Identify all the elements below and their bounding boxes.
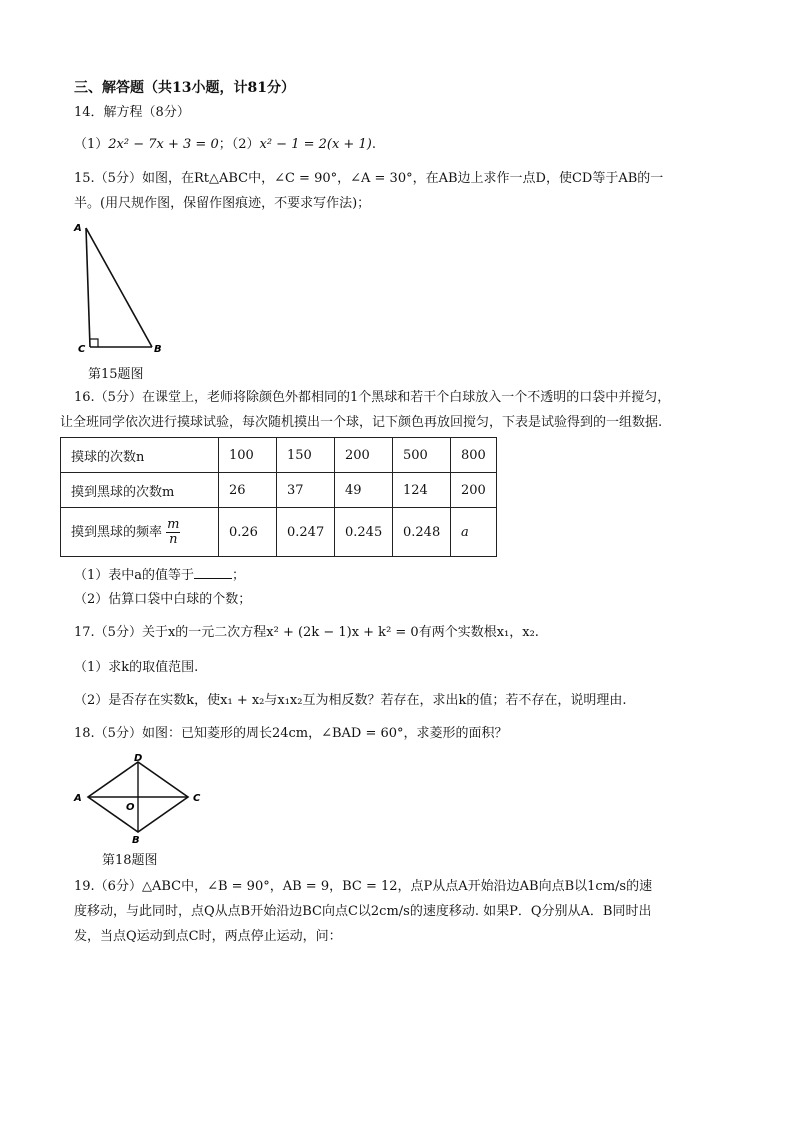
- q19-line1: 19.（6分）△ABC中，∠B = 90°，AB = 9，BC = 12，点P从点A开始沿边AB向点B以1cm/s的速: [74, 879, 653, 894]
- q18-label-b: B: [132, 835, 140, 846]
- q17-sub2: （2）是否存在实数k，使x₁ + x₂与x₁x₂互为相反数？若存在，求出k的值；若不存在，说明理由.: [74, 693, 627, 708]
- q18-rhombus-figure: [70, 752, 220, 847]
- q15-line1: 15.（5分）如图，在Rt△ABC中，∠C = 90°，∠A = 30°，在AB边上求作一点D，使CD等于AB的一: [74, 171, 664, 186]
- q15-triangle-figure: [70, 220, 180, 360]
- table-cell: a: [451, 508, 497, 557]
- row2-label: 摸到黑球的次数m: [71, 484, 175, 500]
- table-cell: 0.248: [393, 508, 451, 557]
- q17-sub1: （1）求k的取值范围.: [74, 660, 199, 675]
- q18-line1: 18.（5分）如图：已知菱形的周长24cm，∠BAD = 60°，求菱形的面积？: [74, 726, 508, 741]
- q18-label-c: C: [193, 793, 201, 804]
- fraction-numerator: m: [167, 516, 180, 532]
- table-cell: [61, 508, 219, 557]
- table-row: [61, 438, 497, 473]
- q15-label-a: A: [74, 223, 82, 234]
- q15-line2: 半。(用尺规作图，保留作图痕迹，不要求写作法)；: [74, 196, 371, 211]
- table-cell: 0.247: [277, 508, 335, 557]
- table-row: [61, 508, 497, 557]
- q17-line1: 17.（5分）关于x的一元二次方程x² + (2k − 1)x + k² = 0有两个实数根x₁，x₂.: [74, 625, 539, 640]
- table-cell: 200: [451, 473, 497, 508]
- table-cell: 0.245: [335, 508, 393, 557]
- section-title: 三、解答题（共13小题，计81分）: [74, 80, 295, 96]
- table-cell: 0.26: [219, 508, 277, 557]
- q16-data-table: [60, 437, 497, 557]
- q14-equations: [74, 136, 376, 154]
- q15-right-angle-mark: [90, 339, 98, 347]
- table-cell: 49: [335, 473, 393, 508]
- table-cell: 124: [393, 473, 451, 508]
- table-cell: 200: [335, 438, 393, 473]
- q14-end: .: [371, 137, 376, 152]
- q16-line2: 让全班同学依次进行摸球试验，每次随机摸出一个球，记下颜色再放回搅匀，下表是试验得到的一组数据.: [60, 415, 663, 430]
- q14-part1-equation: 2x² − 7x + 3 = 0: [108, 137, 219, 152]
- q15-label-c: C: [78, 344, 86, 355]
- row1-label: 摸球的次数n: [71, 449, 145, 465]
- q19-line3: 发，当点Q运动到点C时，两点停止运动，问：: [74, 929, 342, 944]
- table-cell: 800: [451, 438, 497, 473]
- q14-part1-label: （1）: [74, 137, 109, 152]
- table-row: [61, 473, 497, 508]
- table-cell: [61, 438, 219, 473]
- table-cell: 100: [219, 438, 277, 473]
- table-cell: 150: [277, 438, 335, 473]
- q19-line2: 度移动，与此同时，点Q从点B开始沿边BC向点C以2cm/s的速度移动. 如果P．Q分别从A．B同时出: [74, 904, 652, 919]
- q18-label-a: A: [74, 793, 82, 804]
- q18-label-o: O: [126, 802, 135, 813]
- answer-blank[interactable]: [194, 566, 232, 579]
- table-cell: 37: [277, 473, 335, 508]
- q16-line1: 16.（5分）在课堂上，老师将除颜色外都相同的1个黑球和若干个白球放入一个不透明的口袋中并搅匀，: [74, 390, 671, 405]
- frequency-fraction: [166, 518, 180, 547]
- q16-sub2: （2）估算口袋中白球的个数；: [74, 592, 252, 607]
- q16-sub1-end: ；: [232, 568, 246, 583]
- q15-caption: 第15题图: [88, 367, 144, 382]
- q16-sub1: [74, 566, 245, 585]
- q15-label-b: B: [154, 344, 162, 355]
- q16-sub1-text: （1）表中a的值等于: [74, 568, 195, 583]
- q14-stem: 14．解方程（8分）: [74, 105, 190, 120]
- q18-label-d: D: [134, 753, 143, 764]
- q14-separator: ；（2）: [218, 137, 260, 152]
- fraction-denominator: n: [169, 531, 178, 547]
- row3-label: 摸到黑球的频率: [71, 524, 163, 540]
- q18-caption: 第18题图: [102, 853, 158, 868]
- q14-part2-equation: x² − 1 = 2(x + 1): [259, 137, 372, 152]
- table-cell: 26: [219, 473, 277, 508]
- q15-side-ab: [86, 228, 152, 347]
- q15-side-ac: [86, 228, 90, 347]
- table-cell: 500: [393, 438, 451, 473]
- table-cell: [61, 473, 219, 508]
